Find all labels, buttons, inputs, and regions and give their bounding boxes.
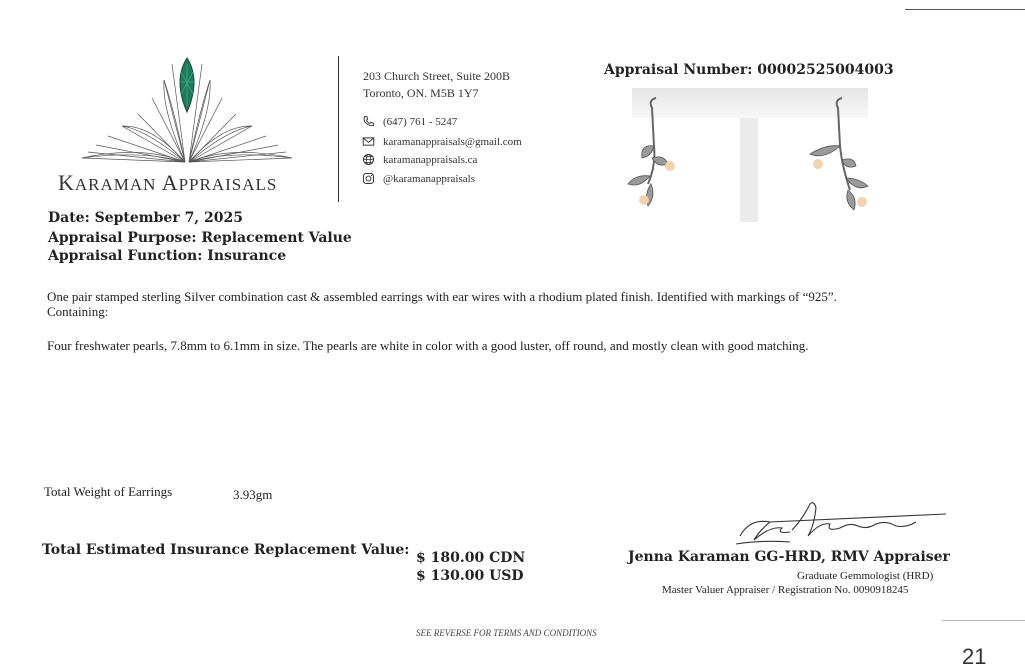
website-text: karamanappraisals.ca: [383, 153, 478, 166]
company-name: KARAMAN APPRAISALS: [58, 170, 278, 195]
appraiser-name: Jenna Karaman GG-HRD, RMV Appraiser: [628, 549, 950, 565]
instagram-row: [362, 172, 475, 185]
appraiser-title2: Master Valuer Appraiser / Registration No. 0090918245: [662, 584, 909, 596]
email-row: [362, 135, 522, 148]
appraisal-function: Appraisal Function: Insurance: [48, 248, 287, 264]
instagram-text: @karamanappraisals: [383, 172, 475, 185]
phone-row: [362, 115, 457, 128]
valuation-label: Total Estimated Insurance Replacement Value:: [42, 542, 410, 558]
valuation-usd: $ 130.00 USD: [416, 568, 524, 584]
appraiser-title1: Graduate Gemmologist (HRD): [797, 570, 934, 582]
website-row: [362, 153, 477, 166]
appraisal-number: Appraisal Number: 00002525004003: [604, 62, 894, 78]
description-line3: Four freshwater pearls, 7.8mm to 6.1mm in size. The pearls are white in color with a good luster, off round, and mostly clean with good matching.: [47, 338, 809, 353]
page-mark: 21: [962, 644, 987, 669]
bottom-edge-line: [942, 620, 1025, 621]
envelope-icon: [362, 135, 375, 148]
top-edge-line: [905, 9, 1025, 10]
appraisal-purpose: Appraisal Purpose: Replacement Value: [48, 230, 352, 246]
description-line1: One pair stamped sterling Silver combination cast & assembled earrings with ear wires with a rhodium plated finish. Identified with markings of “925”.: [47, 289, 837, 304]
phone-text: (647) 761 - 5247: [383, 115, 458, 128]
phone-icon: [362, 115, 375, 128]
weight-label: Total Weight of Earrings: [44, 484, 173, 499]
valuation-cdn: $ 180.00 CDN: [416, 550, 526, 566]
vertical-divider: [338, 56, 339, 202]
weight-value: 3.93gm: [233, 487, 273, 502]
appraiser-signature: [730, 496, 950, 550]
fan-leaves-gem-icon: [52, 50, 332, 170]
email-text: karamanappraisals@gmail.com: [383, 135, 522, 148]
earrings-photo: [618, 86, 880, 222]
instagram-icon: [362, 172, 375, 185]
terms-footer-note: SEE REVERSE FOR TERMS AND CONDITIONS: [416, 628, 597, 638]
globe-icon: [362, 153, 375, 166]
address-line1: 203 Church Street, Suite 200B: [363, 69, 510, 83]
address-line2: Toronto, ON. M5B 1Y7: [363, 86, 479, 100]
description-line2: Containing:: [47, 304, 109, 319]
appraisal-date: Date: September 7, 2025: [48, 210, 244, 226]
